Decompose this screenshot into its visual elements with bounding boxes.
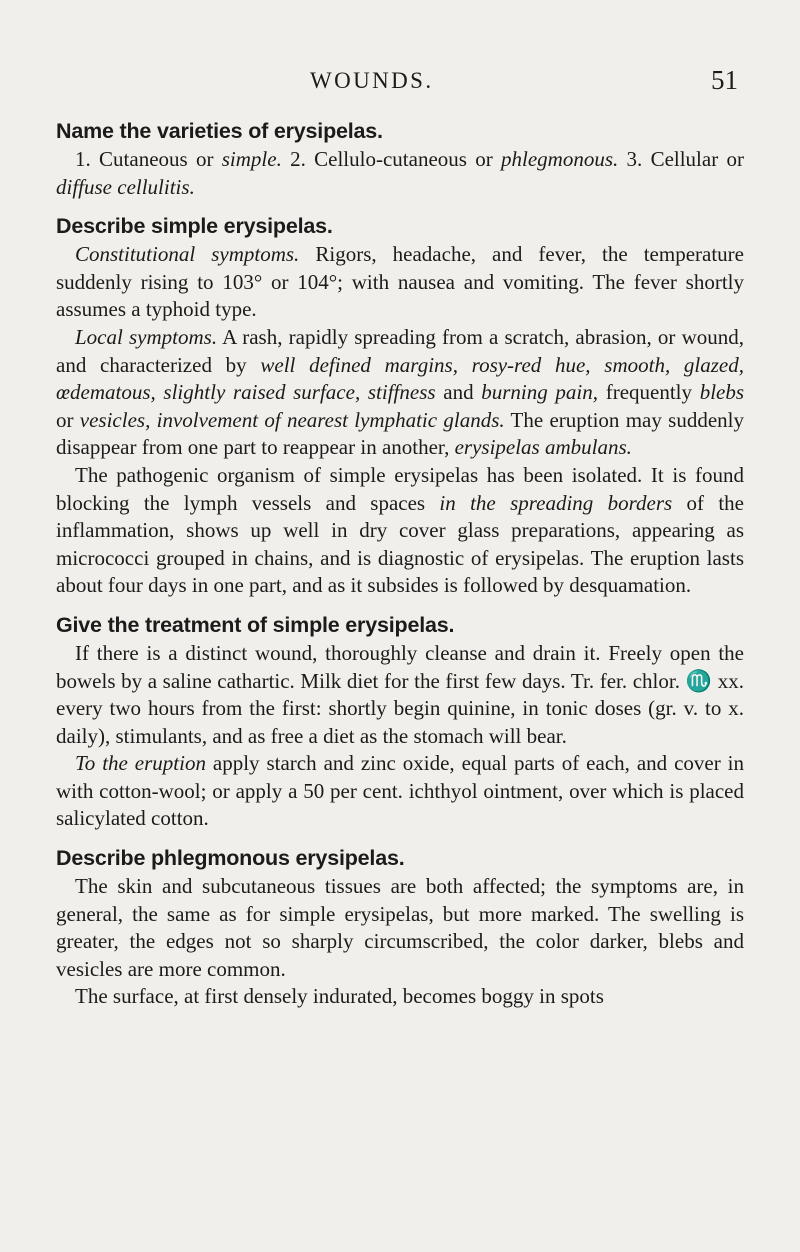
paragraph-local-symptoms	[56, 324, 744, 462]
text-run: or	[56, 407, 80, 432]
page-number: 51	[711, 65, 738, 95]
italic-term: vesicles, involvement of nearest lymphatic glands.	[79, 407, 505, 432]
page-body	[56, 116, 744, 1011]
text-run: apply starch and zinc oxide, equal parts of each, and cover in with cotton-wool; or apply a 50 per cent. ichthyol ointment, over which is placed salicylated cotton.	[56, 751, 744, 831]
paragraph-phlegmonous: The skin and subcutaneous tissues are both affected; the symptoms are, in general, the same as for simple erysipelas, but more marked. The swelling is greater, the edges not so sharply circumscribed, the color darker, blebs and vesicles are more common.	[56, 874, 744, 981]
italic-term: Local symptoms.	[75, 324, 218, 349]
section-heading-phlegmonous: Describe phlegmonous erysipelas.	[56, 846, 405, 871]
italic-term: blebs	[699, 380, 745, 405]
section-heading-treatment: Give the treatment of simple erysipelas.	[56, 612, 455, 637]
text-run: and	[435, 380, 482, 405]
running-head-title: WOUNDS.	[310, 68, 434, 93]
italic-term: diffuse cellulitis.	[56, 174, 195, 199]
paragraph-pathogenic-organism	[56, 462, 744, 600]
text-run: frequently	[598, 380, 700, 405]
paragraph-surface: The surface, at first densely indurated, becomes boggy in spots	[75, 984, 604, 1009]
paragraph-constitutional-symptoms	[56, 241, 744, 324]
italic-term: well defined margins, rosy-red hue, smooth, glazed, œdematous, slightly raised surface, stiffness	[56, 352, 744, 405]
italic-term: in the spreading borders	[439, 490, 673, 515]
paragraph-varieties	[56, 146, 744, 201]
running-head	[0, 65, 800, 108]
text-run: 2. Cellulo-cutaneous or	[281, 147, 501, 171]
text-run: Rigors, headache, and fever, the temperature suddenly rising to 103° or 104°; with nausea and vomiting. The fever shortly assumes a typhoid type.	[56, 242, 744, 322]
text-run: 1. Cutaneous or	[75, 147, 222, 171]
italic-term: Constitutional symptoms.	[75, 242, 300, 267]
section-heading-simple: Describe simple erysipelas.	[56, 214, 333, 239]
italic-term: simple.	[221, 147, 282, 171]
section-heading-varieties: Name the varieties of erysipelas.	[56, 119, 383, 143]
text-run: A rash, rapidly spreading from a scratch, abrasion, or wound, and characterized by	[56, 324, 744, 377]
text-run: The pathogenic organism of simple erysipelas has been isolated. It is found blocking the lymph vessels and spaces	[56, 462, 744, 515]
paragraph-eruption-treatment	[56, 750, 744, 833]
paragraph-treatment: If there is a distinct wound, thoroughly cleanse and drain it. Freely open the bowels by a saline cathartic. Milk diet for the first few days. Tr. fer. chlor. ♏ xx. every two hours from the first: shortly begin quinine, in tonic doses (gr. v. to x. daily), stimulants, and as free a diet as the stomach will bear.	[56, 640, 744, 748]
italic-term: phlegmonous.	[501, 147, 619, 171]
text-run: of the inflammation, shows up well in dry cover glass preparations, appearing as micrococci grouped in chains, and is diagnostic of erysipelas. The eruption lasts about four days in one part, and as it subsides is followed by desquamation.	[56, 490, 744, 598]
text-run: The eruption may suddenly disappear from one part to reappear in another,	[56, 407, 744, 460]
italic-term: burning pain,	[481, 380, 599, 405]
italic-term: erysipelas ambulans.	[454, 435, 632, 460]
italic-term: To the eruption	[75, 751, 206, 776]
text-run: 3. Cellular or	[618, 147, 744, 171]
